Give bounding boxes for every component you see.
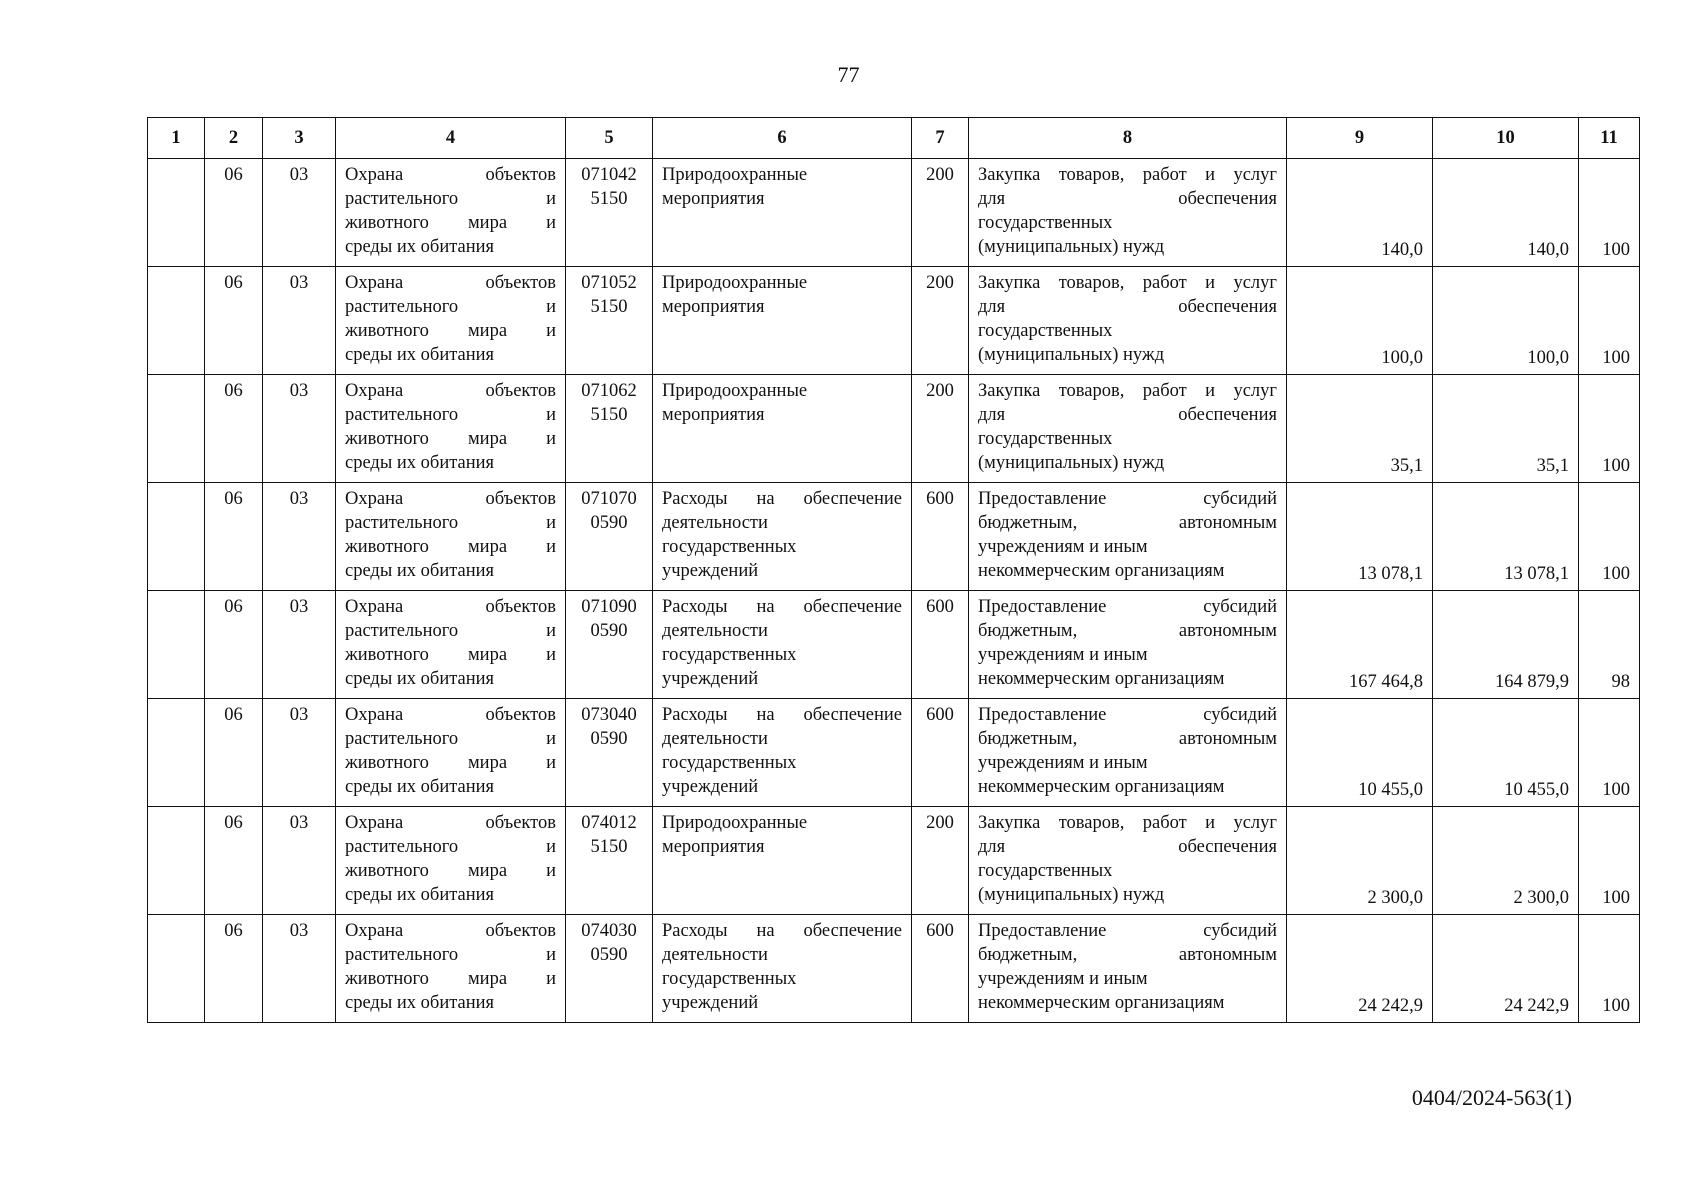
cell-planned-amount: 10 455,0 <box>1287 699 1433 807</box>
cell-target-code <box>566 807 653 915</box>
cell-percent: 100 <box>1579 807 1640 915</box>
cell-target-name-line: мероприятия <box>662 297 765 317</box>
cell-subsection-name-line: животного мира и <box>345 321 556 341</box>
cell-planned-amount: 13 078,1 <box>1287 483 1433 591</box>
cell-section: 06 <box>205 699 263 807</box>
cell-expense-type-name-line: учреждениям и иным <box>978 645 1148 665</box>
cell-expense-type-name-line: учреждениям и иным <box>978 537 1148 557</box>
table-row <box>148 807 1640 915</box>
cell-planned-amount: 24 242,9 <box>1287 915 1433 1023</box>
cell-subsection-name-line: Охрана объектов <box>345 813 556 833</box>
cell-expense-type-name-line: государственных <box>978 861 1113 881</box>
cell-expense-type-name <box>969 915 1287 1023</box>
cell-col1 <box>148 159 205 267</box>
cell-percent: 100 <box>1579 915 1640 1023</box>
table-row <box>148 375 1640 483</box>
page-number: 77 <box>837 62 860 87</box>
cell-subsection-name-line: Охрана объектов <box>345 381 556 401</box>
cell-subsection-name-line: растительного и <box>345 189 556 209</box>
cell-subsection-name-line: Охрана объектов <box>345 705 556 725</box>
cell-subsection-name-line: Охрана объектов <box>345 921 556 941</box>
header-cell: 1 <box>148 118 205 159</box>
cell-target-code-line: 073040 <box>581 705 637 725</box>
cell-expense-type-name-line: (муниципальных) нужд <box>978 237 1165 257</box>
cell-target-name <box>653 159 912 267</box>
cell-target-code <box>566 267 653 375</box>
cell-expense-type-name-line: для обеспечения <box>978 405 1277 425</box>
cell-subsection-name-line: растительного и <box>345 621 556 641</box>
cell-planned-amount: 167 464,8 <box>1287 591 1433 699</box>
cell-expense-type-name-line: Закупка товаров, работ и услуг <box>978 381 1277 401</box>
cell-target-name-line: Расходы на обеспечение <box>662 705 902 725</box>
budget-table <box>147 117 1640 1023</box>
header-row <box>148 118 1640 159</box>
cell-target-name-line: учреждений <box>662 993 759 1013</box>
cell-expense-type-name-line: некоммерческим организациям <box>978 669 1225 689</box>
cell-percent: 100 <box>1579 267 1640 375</box>
header-cell: 6 <box>653 118 912 159</box>
cell-actual-amount: 140,0 <box>1433 159 1579 267</box>
table-row <box>148 159 1640 267</box>
cell-subsection-name-line: растительного и <box>345 513 556 533</box>
cell-target-name <box>653 699 912 807</box>
cell-col1 <box>148 591 205 699</box>
cell-subsection-name-line: среды их обитания <box>345 453 495 473</box>
cell-subsection-name-line: растительного и <box>345 837 556 857</box>
cell-expense-type: 200 <box>912 807 969 915</box>
cell-expense-type-name-line: Закупка товаров, работ и услуг <box>978 273 1277 293</box>
cell-section: 06 <box>205 159 263 267</box>
cell-planned-amount: 2 300,0 <box>1287 807 1433 915</box>
cell-target-code-line: 074012 <box>581 813 637 833</box>
cell-expense-type-name-line: Закупка товаров, работ и услуг <box>978 813 1277 833</box>
cell-col1 <box>148 699 205 807</box>
cell-expense-type-name-line: бюджетным, автономным <box>978 621 1277 641</box>
cell-target-name-line: государственных <box>662 753 797 773</box>
cell-target-name-line: Расходы на обеспечение <box>662 597 902 617</box>
cell-target-code-line: 071070 <box>581 489 637 509</box>
cell-subsection-name-line: Охрана объектов <box>345 273 556 293</box>
cell-target-code-line: 5150 <box>590 837 628 857</box>
header-cell: 3 <box>263 118 336 159</box>
cell-subsection-name <box>336 159 566 267</box>
cell-target-name-line: Природоохранные <box>662 273 808 293</box>
cell-target-name-line: государственных <box>662 969 797 989</box>
cell-target-code-line: 5150 <box>590 405 628 425</box>
cell-percent: 100 <box>1579 159 1640 267</box>
table-row <box>148 591 1640 699</box>
cell-subsection: 03 <box>263 915 336 1023</box>
cell-target-name <box>653 267 912 375</box>
cell-subsection-name <box>336 591 566 699</box>
cell-subsection-name-line: среды их обитания <box>345 885 495 905</box>
cell-expense-type-name-line: Предоставление субсидий <box>978 921 1277 941</box>
cell-section: 06 <box>205 483 263 591</box>
cell-actual-amount: 35,1 <box>1433 375 1579 483</box>
cell-expense-type-name-line: некоммерческим организациям <box>978 993 1225 1013</box>
cell-subsection-name-line: растительного и <box>345 297 556 317</box>
cell-target-code-line: 5150 <box>590 189 628 209</box>
cell-target-name-line: мероприятия <box>662 189 765 209</box>
cell-subsection: 03 <box>263 375 336 483</box>
cell-actual-amount: 164 879,9 <box>1433 591 1579 699</box>
cell-subsection-name-line: животного мира и <box>345 213 556 233</box>
cell-subsection-name-line: среды их обитания <box>345 561 495 581</box>
cell-target-name-line: государственных <box>662 645 797 665</box>
cell-expense-type: 600 <box>912 591 969 699</box>
table-row <box>148 699 1640 807</box>
cell-subsection-name-line: растительного и <box>345 945 556 965</box>
cell-target-code-line: 5150 <box>590 297 628 317</box>
cell-expense-type: 200 <box>912 267 969 375</box>
cell-expense-type-name <box>969 375 1287 483</box>
cell-expense-type-name <box>969 591 1287 699</box>
cell-target-name-line: учреждений <box>662 561 759 581</box>
cell-expense-type-name-line: (муниципальных) нужд <box>978 453 1165 473</box>
header-cell: 4 <box>336 118 566 159</box>
cell-section: 06 <box>205 267 263 375</box>
table-row <box>148 267 1640 375</box>
cell-planned-amount: 140,0 <box>1287 159 1433 267</box>
cell-target-name <box>653 807 912 915</box>
cell-expense-type-name-line: Закупка товаров, работ и услуг <box>978 165 1277 185</box>
header-cell: 11 <box>1579 118 1640 159</box>
cell-target-code <box>566 699 653 807</box>
cell-expense-type-name-line: (муниципальных) нужд <box>978 885 1165 905</box>
cell-target-name <box>653 483 912 591</box>
cell-expense-type-name-line: учреждениям и иным <box>978 753 1148 773</box>
cell-target-name-line: Расходы на обеспечение <box>662 489 902 509</box>
cell-section: 06 <box>205 807 263 915</box>
header-cell: 5 <box>566 118 653 159</box>
cell-expense-type-name-line: государственных <box>978 321 1113 341</box>
cell-target-code-line: 074030 <box>581 921 637 941</box>
cell-subsection: 03 <box>263 159 336 267</box>
header-cell: 9 <box>1287 118 1433 159</box>
cell-actual-amount: 100,0 <box>1433 267 1579 375</box>
cell-subsection-name-line: среды их обитания <box>345 237 495 257</box>
cell-planned-amount: 100,0 <box>1287 267 1433 375</box>
cell-percent: 98 <box>1579 591 1640 699</box>
cell-subsection-name <box>336 483 566 591</box>
cell-target-name-line: мероприятия <box>662 837 765 857</box>
cell-subsection-name-line: Охрана объектов <box>345 165 556 185</box>
cell-expense-type-name-line: некоммерческим организациям <box>978 777 1225 797</box>
table-row <box>148 915 1640 1023</box>
cell-actual-amount: 2 300,0 <box>1433 807 1579 915</box>
table-body <box>148 159 1640 1023</box>
header-cell: 2 <box>205 118 263 159</box>
cell-target-name-line: Природоохранные <box>662 165 808 185</box>
cell-subsection-name-line: животного мира и <box>345 537 556 557</box>
cell-expense-type-name-line: государственных <box>978 429 1113 449</box>
cell-target-name <box>653 375 912 483</box>
cell-subsection-name-line: растительного и <box>345 729 556 749</box>
cell-target-code <box>566 375 653 483</box>
cell-expense-type-name-line: (муниципальных) нужд <box>978 345 1165 365</box>
cell-expense-type: 200 <box>912 159 969 267</box>
cell-target-name-line: деятельности <box>662 729 768 749</box>
cell-target-name-line: государственных <box>662 537 797 557</box>
cell-section: 06 <box>205 915 263 1023</box>
cell-col1 <box>148 267 205 375</box>
cell-subsection-name-line: среды их обитания <box>345 345 495 365</box>
cell-expense-type: 600 <box>912 915 969 1023</box>
cell-percent: 100 <box>1579 483 1640 591</box>
cell-expense-type: 600 <box>912 483 969 591</box>
cell-target-name-line: Природоохранные <box>662 813 808 833</box>
cell-subsection-name-line: Охрана объектов <box>345 597 556 617</box>
cell-subsection-name <box>336 375 566 483</box>
cell-section: 06 <box>205 375 263 483</box>
cell-col1 <box>148 915 205 1023</box>
cell-subsection-name-line: животного мира и <box>345 753 556 773</box>
cell-expense-type-name-line: Предоставление субсидий <box>978 597 1277 617</box>
cell-target-code-line: 071090 <box>581 597 637 617</box>
cell-subsection-name <box>336 699 566 807</box>
cell-col1 <box>148 807 205 915</box>
cell-subsection: 03 <box>263 483 336 591</box>
cell-target-code-line: 0590 <box>590 513 628 533</box>
cell-target-code-line: 0590 <box>590 729 628 749</box>
cell-subsection: 03 <box>263 267 336 375</box>
cell-subsection-name-line: Охрана объектов <box>345 489 556 509</box>
cell-target-name-line: Расходы на обеспечение <box>662 921 902 941</box>
table-row <box>148 483 1640 591</box>
cell-target-name <box>653 915 912 1023</box>
cell-expense-type-name-line: бюджетным, автономным <box>978 945 1277 965</box>
cell-target-name-line: мероприятия <box>662 405 765 425</box>
cell-subsection: 03 <box>263 699 336 807</box>
document-code: 0404/2024-563(1) <box>1411 1085 1572 1110</box>
cell-subsection: 03 <box>263 807 336 915</box>
cell-planned-amount: 35,1 <box>1287 375 1433 483</box>
cell-expense-type-name-line: государственных <box>978 213 1113 233</box>
cell-target-code-line: 0590 <box>590 945 628 965</box>
cell-expense-type-name <box>969 483 1287 591</box>
cell-subsection-name <box>336 915 566 1023</box>
cell-subsection-name <box>336 807 566 915</box>
cell-actual-amount: 10 455,0 <box>1433 699 1579 807</box>
header-cell: 8 <box>969 118 1287 159</box>
cell-target-code-line: 071052 <box>581 273 637 293</box>
cell-expense-type-name-line: Предоставление субсидий <box>978 705 1277 725</box>
cell-expense-type-name <box>969 267 1287 375</box>
cell-target-name-line: деятельности <box>662 513 768 533</box>
cell-col1 <box>148 483 205 591</box>
cell-target-code <box>566 915 653 1023</box>
cell-subsection-name-line: животного мира и <box>345 969 556 989</box>
cell-expense-type: 600 <box>912 699 969 807</box>
cell-target-name-line: деятельности <box>662 945 768 965</box>
header-cell: 10 <box>1433 118 1579 159</box>
cell-subsection-name-line: среды их обитания <box>345 669 495 689</box>
cell-expense-type-name-line: для обеспечения <box>978 189 1277 209</box>
cell-target-code <box>566 483 653 591</box>
cell-target-name <box>653 591 912 699</box>
cell-target-code-line: 071042 <box>581 165 637 185</box>
cell-expense-type-name-line: Предоставление субсидий <box>978 489 1277 509</box>
cell-target-name-line: деятельности <box>662 621 768 641</box>
header-cell: 7 <box>912 118 969 159</box>
cell-expense-type-name-line: для обеспечения <box>978 297 1277 317</box>
cell-expense-type-name-line: бюджетным, автономным <box>978 513 1277 533</box>
cell-expense-type-name <box>969 159 1287 267</box>
cell-subsection-name-line: среды их обитания <box>345 777 495 797</box>
cell-subsection: 03 <box>263 591 336 699</box>
cell-actual-amount: 24 242,9 <box>1433 915 1579 1023</box>
cell-target-code-line: 0590 <box>590 621 628 641</box>
cell-subsection-name <box>336 267 566 375</box>
cell-target-name-line: Природоохранные <box>662 381 808 401</box>
cell-subsection-name-line: растительного и <box>345 405 556 425</box>
cell-expense-type-name <box>969 807 1287 915</box>
cell-expense-type-name-line: для обеспечения <box>978 837 1277 857</box>
cell-expense-type-name <box>969 699 1287 807</box>
cell-actual-amount: 13 078,1 <box>1433 483 1579 591</box>
cell-expense-type: 200 <box>912 375 969 483</box>
cell-subsection-name-line: животного мира и <box>345 429 556 449</box>
cell-section: 06 <box>205 591 263 699</box>
cell-expense-type-name-line: бюджетным, автономным <box>978 729 1277 749</box>
cell-col1 <box>148 375 205 483</box>
cell-subsection-name-line: животного мира и <box>345 645 556 665</box>
cell-target-name-line: учреждений <box>662 777 759 797</box>
cell-subsection-name-line: животного мира и <box>345 861 556 881</box>
cell-expense-type-name-line: некоммерческим организациям <box>978 561 1225 581</box>
cell-subsection-name-line: среды их обитания <box>345 993 495 1013</box>
cell-percent: 100 <box>1579 375 1640 483</box>
cell-target-code <box>566 591 653 699</box>
cell-target-name-line: учреждений <box>662 669 759 689</box>
cell-target-code <box>566 159 653 267</box>
cell-expense-type-name-line: учреждениям и иным <box>978 969 1148 989</box>
cell-target-code-line: 071062 <box>581 381 637 401</box>
cell-percent: 100 <box>1579 699 1640 807</box>
